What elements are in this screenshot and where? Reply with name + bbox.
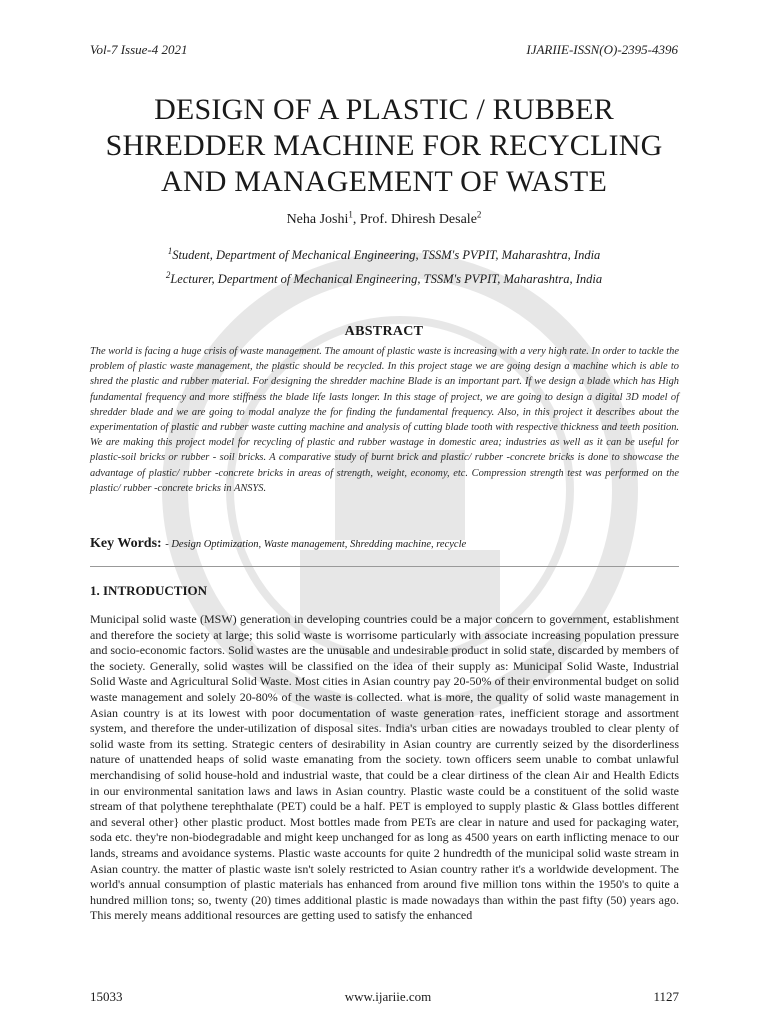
introduction-heading: 1. INTRODUCTION	[90, 583, 208, 598]
affiliation-1	[60, 245, 708, 263]
keywords	[90, 536, 679, 552]
introduction-text: Municipal solid waste (MSW) generation in developing countries could be a major concern to government, establishment and therefore the society at large; this solid waste is worrisome particularly with associate increasing population pressure and socio-economic factors. Solid wastes are the unusable and undesirable product in solid state, discarded by members of the society. Generally, solid wastes will be classified on the idea of their supply as: Municipal Solid Waste, Industrial Solid Waste and Agricultural Solid Waste. Most cities in Asian country pay 20-50% of their environmental budget on solid waste management and solely 20-80% of the waste is collected. what is more, the quality of solid waste management in Asian country is at its lowest with poor documentation of waste generation rates, inefficient storage and assortment system, and therefore the under-utilization of disposal sites. India's urban cities are nowadays troubled to clear plenty of solid waste from its setting. Strategic centers of desirability in Asian country are currently seized by the disorderliness nature of unattended heaps of solid waste emanating from the society. town officers seem unable to combat unlawful merchandising of solid house-hold and industrial waste, that could be a clear dirtiness of the clean Air and Health Edicts in our environmental sanitation laws and laws in Asian country. Plastic waste could be a constituent of the solid waste stream of that polythene terephthalate (PET) could be a half. PET is employed to supply plastic & Glass bottles different and several other} other plastic product. Most bottles made from PETs are clear in nature and used for packaging water, soda etc. they're non-biodegradable and might keep unchanged for as long as 4500 years on earth inflicting menace to our lands, streams and avoidance systems. Plastic waste accounts for quite 2 hundredth of the municipal solid waste stream in Asian country. the matter of plastic waste isn't solely restricted to Asian country rather it's a worldwide development. The world's annual consumption of plastic materials has enhanced from around five million tons within the 1950's to quite a hundred million tons; so, twenty (20) times additional plastic is made nowadays than within the past fifty (50) years ago. This merely means additional resources are getting used to satisfy the enhanced	[90, 612, 679, 923]
keywords-label: Key Words:	[90, 536, 166, 551]
author-2-name: Prof. Dhiresh Desale	[359, 212, 477, 227]
footer-paper-id: 15033	[90, 989, 123, 1004]
header-issn: IJARIIE-ISSN(O)-2395-4396	[526, 42, 678, 57]
title-line-2: SHREDDER MACHINE FOR RECYCLING	[105, 129, 663, 162]
running-footer	[90, 989, 679, 1005]
header-volume: Vol-7 Issue-4 2021	[90, 42, 188, 57]
paper-title	[60, 92, 708, 200]
author-separator: ,	[352, 212, 360, 227]
title-line-1: DESIGN OF A PLASTIC / RUBBER	[154, 93, 614, 126]
section-divider	[90, 566, 679, 567]
author-1-sup: 1	[348, 209, 353, 220]
title-line-3: AND MANAGEMENT OF WASTE	[160, 165, 607, 198]
abstract-text: The world is facing a huge crisis of waste management. The amount of plastic waste is increasing with a very high rate. In order to tackle the problem of plastic waste management, the plastic should be recycled. In this project stage we are going design a machine which is able to shred the plastic and rubber material. For designing the shredder machine Blade is an important part. If we design a blade which has High fundamental frequency and more stiffness the blade life lasts longer. In this stage of project, we are going to design a digital 3D model of shredder blade and we are going to modal analyze the for finding the fundamental frequency. Also, in this project it describes about the experimentation of plastic and rubber waste cutting machine and analysis of cutting blade tooth with respective thickness and teeth position. We are making this project model for recycling of plastic and rubber wastage in domestic area; industries as well as it can be useful for plastic-soil bricks or rubber - soil bricks. A comparative study of burnt brick and plastic/ rubber -concrete bricks is done to showcase the advantage of plastic/ rubber -concrete bricks in areas of strength, weight, economy, etc. Compression strength test was performed on the plastic/ rubber -concrete bricks in ANSYS.	[90, 346, 679, 494]
running-header	[90, 42, 678, 58]
footer-page-number: 1127	[653, 989, 679, 1004]
affiliation-2-sup: 2	[165, 269, 171, 280]
keywords-value: - Design Optimization, Waste management, Shredding machine, recycle	[165, 539, 467, 550]
affiliation-1-text: Student, Department of Mechanical Engineering, TSSM's PVPIT, Maharashtra, India	[172, 248, 601, 262]
footer-website-link[interactable]: www.ijariie.com	[344, 989, 432, 1004]
abstract-heading: ABSTRACT	[344, 324, 424, 339]
author-list	[60, 209, 708, 228]
affiliation-2	[60, 269, 708, 287]
author-1-name: Neha Joshi	[286, 212, 349, 227]
author-2-sup: 2	[476, 209, 482, 220]
affiliation-1-sup: 1	[167, 245, 173, 256]
affiliation-2-text: Lecturer, Department of Mechanical Engineering, TSSM's PVPIT, Maharashtra, India	[170, 272, 603, 286]
